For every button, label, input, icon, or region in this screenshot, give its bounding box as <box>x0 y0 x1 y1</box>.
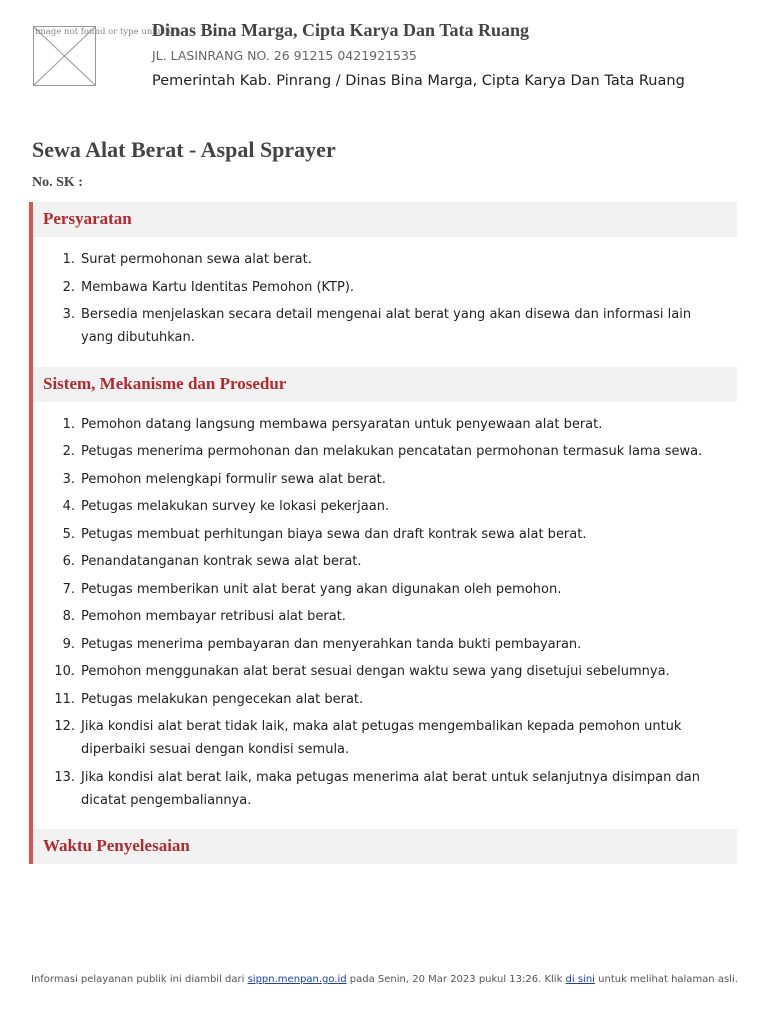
list-item-number: 1. <box>62 252 75 267</box>
list-item-number: 8. <box>62 609 75 624</box>
list-item-text: Bersedia menjelaskan secara detail mengenai alat berat yang akan disewa dan informasi lain yang dibutuhkan. <box>81 307 692 345</box>
list-item-text: Pemohon menggunakan alat berat sesuai dengan waktu sewa yang disetujui sebelumnya. <box>81 664 670 679</box>
footer-note <box>31 974 738 985</box>
section-heading: Waktu Penyelesaian <box>33 829 737 864</box>
footer-suffix: untuk melihat halaman asli. <box>594 974 738 985</box>
service-details <box>29 202 737 864</box>
list-item-text: Petugas melakukan pengecekan alat berat. <box>81 691 364 707</box>
list-item-text: Petugas menerima permohonan dan melakukan pencatatan permohonan termasuk lama sewa. <box>81 444 703 459</box>
logo-alt-text: image not found or type unknown <box>35 27 181 37</box>
list-item <box>33 248 727 271</box>
list-item-number: 6. <box>62 554 75 569</box>
list-item <box>33 495 727 518</box>
list-item-text: Jika kondisi alat berat tidak laik, maka alat petugas mengembalikan kepada pemohon untuk diperbaiki sesuai dengan kondisi semula. <box>81 719 682 757</box>
list-item-text: Penandatanganan kontrak sewa alat berat. <box>81 554 362 569</box>
list-item-number: 1. <box>62 416 75 432</box>
list-item-text: Membawa Kartu Identitas Pemohon (KTP). <box>81 279 355 295</box>
list-item <box>33 413 727 436</box>
list-item-number: 10. <box>54 664 75 679</box>
list-item <box>33 660 727 683</box>
section-list <box>33 237 737 367</box>
list-item-text: Petugas membuat perhitungan biaya sewa dan draft kontrak sewa alat berat. <box>81 526 587 542</box>
footer-prefix: Informasi pelayanan publik ini diambil dari <box>31 974 248 985</box>
org-name: Dinas Bina Marga, Cipta Karya Dan Tata Ruang <box>152 20 530 40</box>
list-item <box>33 550 727 573</box>
org-address: JL. LASINRANG NO. 26 91215 0421921535 <box>152 48 417 63</box>
list-item-text: Pemohon datang langsung membawa persyaratan untuk penyewaan alat berat. <box>81 416 603 432</box>
list-item-number: 9. <box>62 636 75 652</box>
list-item-number: 7. <box>62 581 75 597</box>
list-item <box>33 578 727 601</box>
list-item-text: Pemohon melengkapi formulir sewa alat berat. <box>81 471 386 487</box>
list-item <box>33 523 727 546</box>
list-item-number: 12. <box>54 719 75 734</box>
list-item-number: 4. <box>62 499 75 514</box>
list-item <box>33 303 727 349</box>
list-item <box>33 440 727 463</box>
list-item <box>33 605 727 628</box>
footer-middle: pada Senin, 20 Mar 2023 pukul 13:26. Klik <box>346 974 566 985</box>
list-item-number: 5. <box>62 526 75 542</box>
list-item-text: Petugas menerima pembayaran dan menyerahkan tanda bukti pembayaran. <box>81 636 582 652</box>
page-title: Sewa Alat Berat - Aspal Sprayer <box>32 137 336 162</box>
list-item-text: Surat permohonan sewa alat berat. <box>81 252 312 267</box>
list-item-number: 2. <box>62 444 75 459</box>
list-item-number: 3. <box>62 471 75 487</box>
original-page-link[interactable]: di sini <box>565 974 595 985</box>
section-heading: Sistem, Mekanisme dan Prosedur <box>33 367 737 402</box>
sk-label: No. SK : <box>32 175 83 190</box>
section-list <box>33 402 737 830</box>
list-item-text: Petugas memberikan unit alat berat yang akan digunakan oleh pemohon. <box>81 581 562 597</box>
list-item <box>33 633 727 656</box>
logo-image-placeholder <box>33 26 181 86</box>
list-item-number: 3. <box>62 307 75 322</box>
list-item <box>33 766 727 812</box>
breadcrumb: Pemerintah Kab. Pinrang / Dinas Bina Marga, Cipta Karya Dan Tata Ruang <box>152 73 685 89</box>
source-link[interactable]: sippn.menpan.go.id <box>247 974 347 985</box>
list-item-number: 11. <box>54 691 75 707</box>
list-item-number: 2. <box>62 279 75 295</box>
section-heading: Persyaratan <box>33 202 737 237</box>
list-item <box>33 688 727 711</box>
list-item-text: Jika kondisi alat berat laik, maka petugas menerima alat berat untuk selanjutnya disimpan dan dicatat pengembaliannya. <box>81 769 700 808</box>
list-item-number: 13. <box>54 769 75 785</box>
list-item <box>33 468 727 491</box>
list-item <box>33 276 727 299</box>
list-item-text: Petugas melakukan survey ke lokasi pekerjaan. <box>81 499 390 514</box>
list-item-text: Pemohon membayar retribusi alat berat. <box>81 609 346 624</box>
list-item <box>33 715 727 761</box>
